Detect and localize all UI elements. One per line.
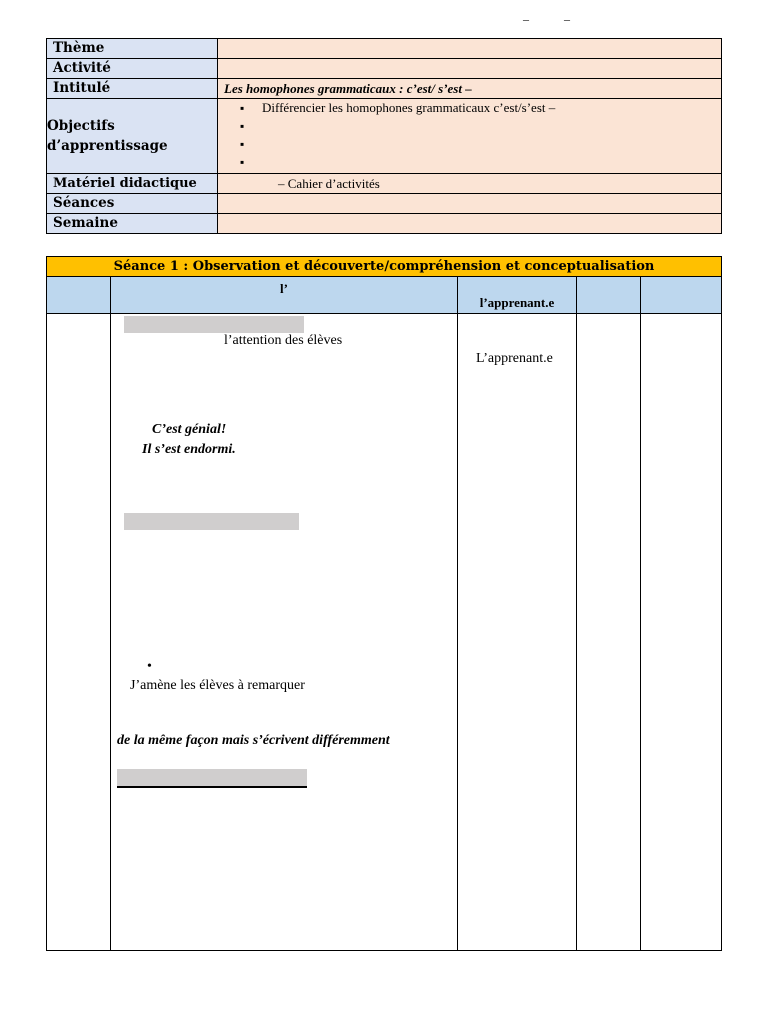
- header-col-5: [641, 277, 722, 314]
- seance-table: [46, 256, 722, 951]
- lesson-info-table: [46, 38, 722, 234]
- teacher-text-meme-facon: de la même façon mais s’écrivent différemment: [117, 733, 390, 748]
- row-seances: [47, 194, 722, 214]
- objectifs-label-line-1: Objectifs: [47, 118, 115, 134]
- example-sest: Il s’est endormi.: [142, 442, 236, 457]
- header-col-4: [577, 277, 641, 314]
- materiel-value: – Cahier d’activités: [278, 176, 380, 191]
- bullet: •: [147, 659, 152, 674]
- activite-label: Activité: [47, 59, 218, 79]
- row-theme: [47, 39, 722, 59]
- seances-label: Séances: [47, 194, 218, 214]
- theme-label: Thème: [47, 39, 218, 59]
- teacher-column: [111, 314, 458, 951]
- highlight-bar: [124, 513, 299, 530]
- row-semaine: [47, 214, 722, 234]
- learner-text: L’apprenant.e: [476, 351, 553, 366]
- objectifs-cell: [218, 99, 722, 174]
- objectif-item: [240, 135, 721, 153]
- seances-value: [218, 194, 722, 214]
- row-activite: [47, 59, 722, 79]
- theme-value: [218, 39, 722, 59]
- intitule-value: Les homophones grammaticaux : c’est/ s’est –: [224, 81, 472, 96]
- header-learner: l’apprenant.e: [458, 277, 577, 314]
- semaine-value: [218, 214, 722, 234]
- body-col-1: [47, 314, 111, 951]
- objectif-item: [240, 153, 721, 171]
- teacher-text-remarquer: J’amène les élèves à remarquer: [130, 678, 305, 693]
- activite-value: [218, 59, 722, 79]
- intitule-cell: [218, 79, 722, 99]
- intitule-label: Intitulé: [47, 79, 218, 99]
- objectifs-label-line-2: d’apprentissage: [47, 138, 168, 154]
- row-objectifs: [47, 99, 722, 174]
- objectif-item: ▪ Différencier les homophones grammaticaux c’est/s’est –: [240, 99, 721, 117]
- seance-body-row: [47, 314, 722, 951]
- example-cest: C’est génial!: [152, 422, 227, 437]
- materiel-label: Matériel didactique: [47, 174, 218, 194]
- row-intitule: [47, 79, 722, 99]
- objectif-item: [240, 117, 721, 135]
- row-materiel: [47, 174, 722, 194]
- seance-title: Séance 1 : Observation et découverte/compréhension et conceptualisation: [47, 257, 722, 277]
- body-col-4: [577, 314, 641, 951]
- seance-header-row: [47, 277, 722, 314]
- top-dash-1: –: [523, 12, 529, 26]
- objectifs-list: [218, 99, 721, 171]
- materiel-cell: [218, 174, 722, 194]
- highlight-bar: [124, 316, 304, 333]
- highlight-bar-underlined: [117, 769, 307, 788]
- objectifs-label: [47, 99, 218, 174]
- learner-column: [458, 314, 577, 951]
- top-dash-2: –: [564, 12, 570, 26]
- semaine-label: Semaine: [47, 214, 218, 234]
- header-col-1: [47, 277, 111, 314]
- body-col-5: [641, 314, 722, 951]
- header-teacher: l’: [111, 277, 458, 314]
- teacher-text-attention: l’attention des élèves: [224, 333, 343, 348]
- seance-title-row: [47, 257, 722, 277]
